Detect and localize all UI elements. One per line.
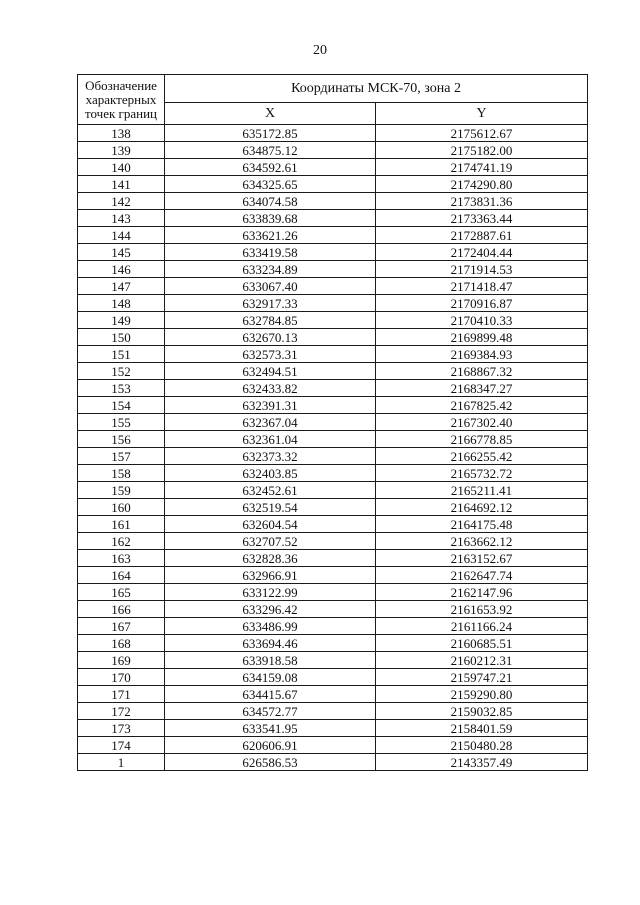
x-coordinate-cell: 632828.36: [165, 550, 376, 567]
point-id-cell: 162: [78, 533, 165, 550]
y-coordinate-cell: 2166778.85: [376, 431, 588, 448]
y-coordinate-cell: 2164692.12: [376, 499, 588, 516]
coordinate-system-header: Координаты МСК-70, зона 2: [165, 75, 588, 103]
x-coordinate-cell: 632403.85: [165, 465, 376, 482]
point-id-cell: 147: [78, 278, 165, 295]
point-id-cell: 154: [78, 397, 165, 414]
y-coordinate-cell: 2163152.67: [376, 550, 588, 567]
point-id-cell: 159: [78, 482, 165, 499]
table-row: [78, 210, 588, 227]
x-coordinate-cell: 626586.53: [165, 754, 376, 771]
y-coordinate-cell: 2165732.72: [376, 465, 588, 482]
table-row: [78, 669, 588, 686]
x-coordinate-cell: 633122.99: [165, 584, 376, 601]
y-coordinate-cell: 2159290.80: [376, 686, 588, 703]
point-id-cell: 170: [78, 669, 165, 686]
table-row: [78, 193, 588, 210]
y-coordinate-cell: 2169384.93: [376, 346, 588, 363]
point-id-cell: 164: [78, 567, 165, 584]
y-coordinate-cell: 2173363.44: [376, 210, 588, 227]
point-id-cell: 158: [78, 465, 165, 482]
y-coordinate-cell: 2143357.49: [376, 754, 588, 771]
y-coordinate-cell: 2164175.48: [376, 516, 588, 533]
x-coordinate-cell: 632433.82: [165, 380, 376, 397]
x-coordinate-cell: 632966.91: [165, 567, 376, 584]
point-id-cell: 150: [78, 329, 165, 346]
point-id-cell: 143: [78, 210, 165, 227]
point-id-cell: 163: [78, 550, 165, 567]
point-id-cell: 148: [78, 295, 165, 312]
point-id-cell: 146: [78, 261, 165, 278]
point-designation-header: Обозначение характерных точек границ: [78, 75, 165, 125]
table-row: [78, 635, 588, 652]
y-coordinate-cell: 2162147.96: [376, 584, 588, 601]
table-row: [78, 159, 588, 176]
table-row: [78, 414, 588, 431]
point-id-cell: 140: [78, 159, 165, 176]
x-coordinate-cell: 633067.40: [165, 278, 376, 295]
x-coordinate-cell: 634325.65: [165, 176, 376, 193]
point-id-cell: 161: [78, 516, 165, 533]
y-coordinate-cell: 2173831.36: [376, 193, 588, 210]
point-id-cell: 142: [78, 193, 165, 210]
x-coordinate-cell: 634592.61: [165, 159, 376, 176]
y-coordinate-cell: 2168347.27: [376, 380, 588, 397]
x-coordinate-cell: 632604.54: [165, 516, 376, 533]
table-body: [78, 125, 588, 771]
y-coordinate-cell: 2172404.44: [376, 244, 588, 261]
point-id-cell: 138: [78, 125, 165, 142]
x-coordinate-cell: 633541.95: [165, 720, 376, 737]
y-coordinate-cell: 2172887.61: [376, 227, 588, 244]
x-coordinate-cell: 633839.68: [165, 210, 376, 227]
x-coordinate-cell: 632391.31: [165, 397, 376, 414]
table-row: [78, 363, 588, 380]
x-coordinate-cell: 633621.26: [165, 227, 376, 244]
table-row: [78, 329, 588, 346]
table-row: [78, 176, 588, 193]
x-coordinate-cell: 632367.04: [165, 414, 376, 431]
y-coordinate-cell: 2170916.87: [376, 295, 588, 312]
x-coordinate-cell: 632494.51: [165, 363, 376, 380]
y-coordinate-cell: 2162647.74: [376, 567, 588, 584]
y-coordinate-cell: 2171914.53: [376, 261, 588, 278]
table-row: [78, 380, 588, 397]
y-coordinate-cell: 2174290.80: [376, 176, 588, 193]
x-coordinate-cell: 633918.58: [165, 652, 376, 669]
table-row: [78, 278, 588, 295]
point-id-cell: 166: [78, 601, 165, 618]
point-id-cell: 174: [78, 737, 165, 754]
table-row: [78, 754, 588, 771]
table-row: [78, 499, 588, 516]
y-coordinate-cell: 2169899.48: [376, 329, 588, 346]
x-coordinate-cell: 632361.04: [165, 431, 376, 448]
table-row: [78, 550, 588, 567]
point-id-cell: 153: [78, 380, 165, 397]
point-id-cell: 1: [78, 754, 165, 771]
table-row: [78, 567, 588, 584]
y-coordinate-cell: 2161653.92: [376, 601, 588, 618]
point-id-cell: 156: [78, 431, 165, 448]
x-coordinate-cell: 635172.85: [165, 125, 376, 142]
boundary-coordinates-table: [77, 74, 588, 771]
x-coordinate-cell: 632573.31: [165, 346, 376, 363]
y-coordinate-cell: 2171418.47: [376, 278, 588, 295]
table-row: [78, 533, 588, 550]
y-coordinate-cell: 2175182.00: [376, 142, 588, 159]
table-row: [78, 686, 588, 703]
x-coordinate-cell: 634572.77: [165, 703, 376, 720]
point-id-cell: 169: [78, 652, 165, 669]
table-row: [78, 431, 588, 448]
point-id-cell: 165: [78, 584, 165, 601]
x-coordinate-cell: 634159.08: [165, 669, 376, 686]
table-row: [78, 618, 588, 635]
table-row: [78, 516, 588, 533]
x-coordinate-cell: 632452.61: [165, 482, 376, 499]
x-coordinate-cell: 633296.42: [165, 601, 376, 618]
x-coordinate-cell: 633419.58: [165, 244, 376, 261]
table-row: [78, 397, 588, 414]
table-row: [78, 720, 588, 737]
y-coordinate-cell: 2159747.21: [376, 669, 588, 686]
table-row: [78, 601, 588, 618]
table-row: [78, 142, 588, 159]
table-row: [78, 312, 588, 329]
table-row: [78, 346, 588, 363]
y-column-header: Y: [376, 103, 588, 125]
y-coordinate-cell: 2166255.42: [376, 448, 588, 465]
y-coordinate-cell: 2167302.40: [376, 414, 588, 431]
table-row: [78, 244, 588, 261]
x-coordinate-cell: 634074.58: [165, 193, 376, 210]
table-row: [78, 737, 588, 754]
x-coordinate-cell: 632670.13: [165, 329, 376, 346]
table-row: [78, 448, 588, 465]
point-id-cell: 152: [78, 363, 165, 380]
table-row: [78, 652, 588, 669]
table-row: [78, 261, 588, 278]
point-id-cell: 160: [78, 499, 165, 516]
point-id-cell: 144: [78, 227, 165, 244]
point-id-cell: 145: [78, 244, 165, 261]
table-row: [78, 584, 588, 601]
x-coordinate-cell: 633234.89: [165, 261, 376, 278]
y-coordinate-cell: 2161166.24: [376, 618, 588, 635]
y-coordinate-cell: 2167825.42: [376, 397, 588, 414]
table-row: [78, 125, 588, 142]
x-coordinate-cell: 632373.32: [165, 448, 376, 465]
y-coordinate-cell: 2170410.33: [376, 312, 588, 329]
x-coordinate-cell: 620606.91: [165, 737, 376, 754]
point-id-cell: 167: [78, 618, 165, 635]
x-coordinate-cell: 632784.85: [165, 312, 376, 329]
y-coordinate-cell: 2150480.28: [376, 737, 588, 754]
point-id-cell: 172: [78, 703, 165, 720]
y-coordinate-cell: 2175612.67: [376, 125, 588, 142]
x-coordinate-cell: 632707.52: [165, 533, 376, 550]
page-number: 20: [313, 43, 327, 58]
table-row: [78, 465, 588, 482]
table-row: [78, 295, 588, 312]
table-row: [78, 482, 588, 499]
y-coordinate-cell: 2158401.59: [376, 720, 588, 737]
x-coordinate-cell: 633486.99: [165, 618, 376, 635]
x-column-header: X: [165, 103, 376, 125]
y-coordinate-cell: 2168867.32: [376, 363, 588, 380]
x-coordinate-cell: 634415.67: [165, 686, 376, 703]
point-id-cell: 173: [78, 720, 165, 737]
point-id-cell: 171: [78, 686, 165, 703]
point-id-cell: 168: [78, 635, 165, 652]
x-coordinate-cell: 632519.54: [165, 499, 376, 516]
point-id-cell: 151: [78, 346, 165, 363]
y-coordinate-cell: 2174741.19: [376, 159, 588, 176]
point-id-cell: 155: [78, 414, 165, 431]
x-coordinate-cell: 632917.33: [165, 295, 376, 312]
y-coordinate-cell: 2163662.12: [376, 533, 588, 550]
point-id-cell: 141: [78, 176, 165, 193]
table-row: [78, 227, 588, 244]
y-coordinate-cell: 2160212.31: [376, 652, 588, 669]
x-coordinate-cell: 633694.46: [165, 635, 376, 652]
point-id-cell: 149: [78, 312, 165, 329]
y-coordinate-cell: 2160685.51: [376, 635, 588, 652]
point-id-cell: 157: [78, 448, 165, 465]
x-coordinate-cell: 634875.12: [165, 142, 376, 159]
y-coordinate-cell: 2159032.85: [376, 703, 588, 720]
point-id-cell: 139: [78, 142, 165, 159]
y-coordinate-cell: 2165211.41: [376, 482, 588, 499]
table-row: [78, 703, 588, 720]
